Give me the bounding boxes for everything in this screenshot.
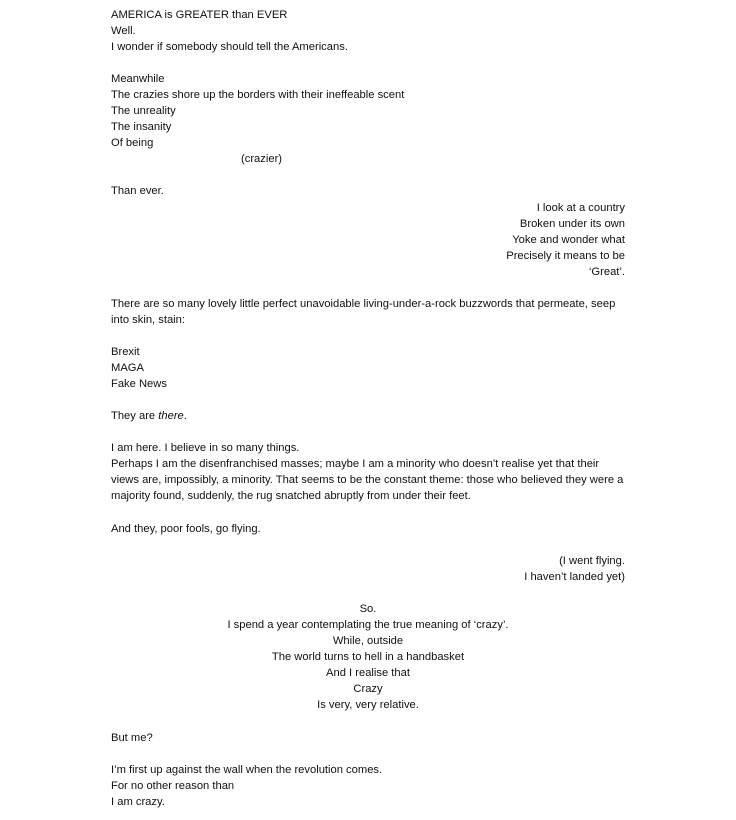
buzzword-item: Brexit — [111, 346, 140, 358]
center-stanza-line-3: While, outside — [332, 635, 404, 647]
than-ever-line: Than ever. — [111, 185, 164, 197]
opening-line-2: Well. — [111, 25, 136, 37]
center-stanza-line-7: Is very, very relative. — [317, 699, 419, 711]
meanwhile-line-2: The crazies shore up the borders with their ineffeable scent — [111, 89, 405, 101]
they-are-emphasis: there — [158, 410, 184, 422]
but-me-line: But me? — [111, 732, 153, 744]
right-stanza-1-line-2: Broken under its own — [519, 218, 625, 230]
right-stanza-1-line-4: Precisely it means to be — [506, 250, 625, 262]
meanwhile-line-5: Of being — [111, 137, 154, 149]
they-are-suffix: . — [183, 410, 187, 422]
opening-line-1: AMERICA is GREATER than EVER — [111, 9, 288, 21]
center-stanza-line-1: So. — [359, 603, 377, 615]
center-stanza-line-5: And I realise that — [326, 667, 410, 679]
crazier-aside: (crazier) — [241, 153, 283, 165]
here-paragraph-body: Perhaps I am the disenfranchised masses; maybe I am a minority who doesn’t realise yet that their views are, impossibly, a minority. That seems to be the constant theme: those who believed they were a majority found, suddenly, the rug snatched abruptly from under their feet. — [111, 458, 624, 502]
closing-line-3: I am crazy. — [111, 796, 165, 808]
buzzword-item: Fake News — [111, 378, 167, 390]
meanwhile-line-1: Meanwhile — [111, 73, 165, 85]
center-stanza-line-6: Crazy — [353, 683, 383, 695]
buzzwords-paragraph: There are so many lovely little perfect unavoidable living-under-a-rock buzzwords that permeate, seep into skin, stain: — [111, 298, 616, 326]
right-stanza-2-line-1: (I went flying. — [559, 555, 625, 567]
right-stanza-1-line-3: Yoke and wonder what — [512, 234, 625, 246]
center-stanza-line-2: I spend a year contemplating the true meaning of ‘crazy’. — [227, 619, 509, 631]
closing-line-2: For no other reason than — [111, 780, 235, 792]
meanwhile-line-4: The insanity — [111, 121, 172, 133]
here-paragraph-line-1: I am here. I believe in so many things. — [111, 442, 300, 454]
center-stanza-line-4: The world turns to hell in a handbasket — [271, 651, 465, 663]
meanwhile-line-3: The unreality — [111, 105, 176, 117]
right-stanza-2-line-2: I haven’t landed yet) — [524, 571, 625, 583]
right-stanza-1-line-5: ‘Great’. — [588, 266, 625, 278]
closing-line-1: I’m first up against the wall when the revolution comes. — [111, 764, 383, 776]
opening-line-3: I wonder if somebody should tell the Americans. — [111, 41, 348, 53]
right-stanza-1-line-1: I look at a country — [536, 202, 625, 214]
they-are-line — [111, 408, 187, 424]
they-are-prefix: They are — [111, 410, 159, 422]
poor-fools-line: And they, poor fools, go flying. — [111, 523, 261, 535]
buzzword-item: MAGA — [111, 362, 144, 374]
